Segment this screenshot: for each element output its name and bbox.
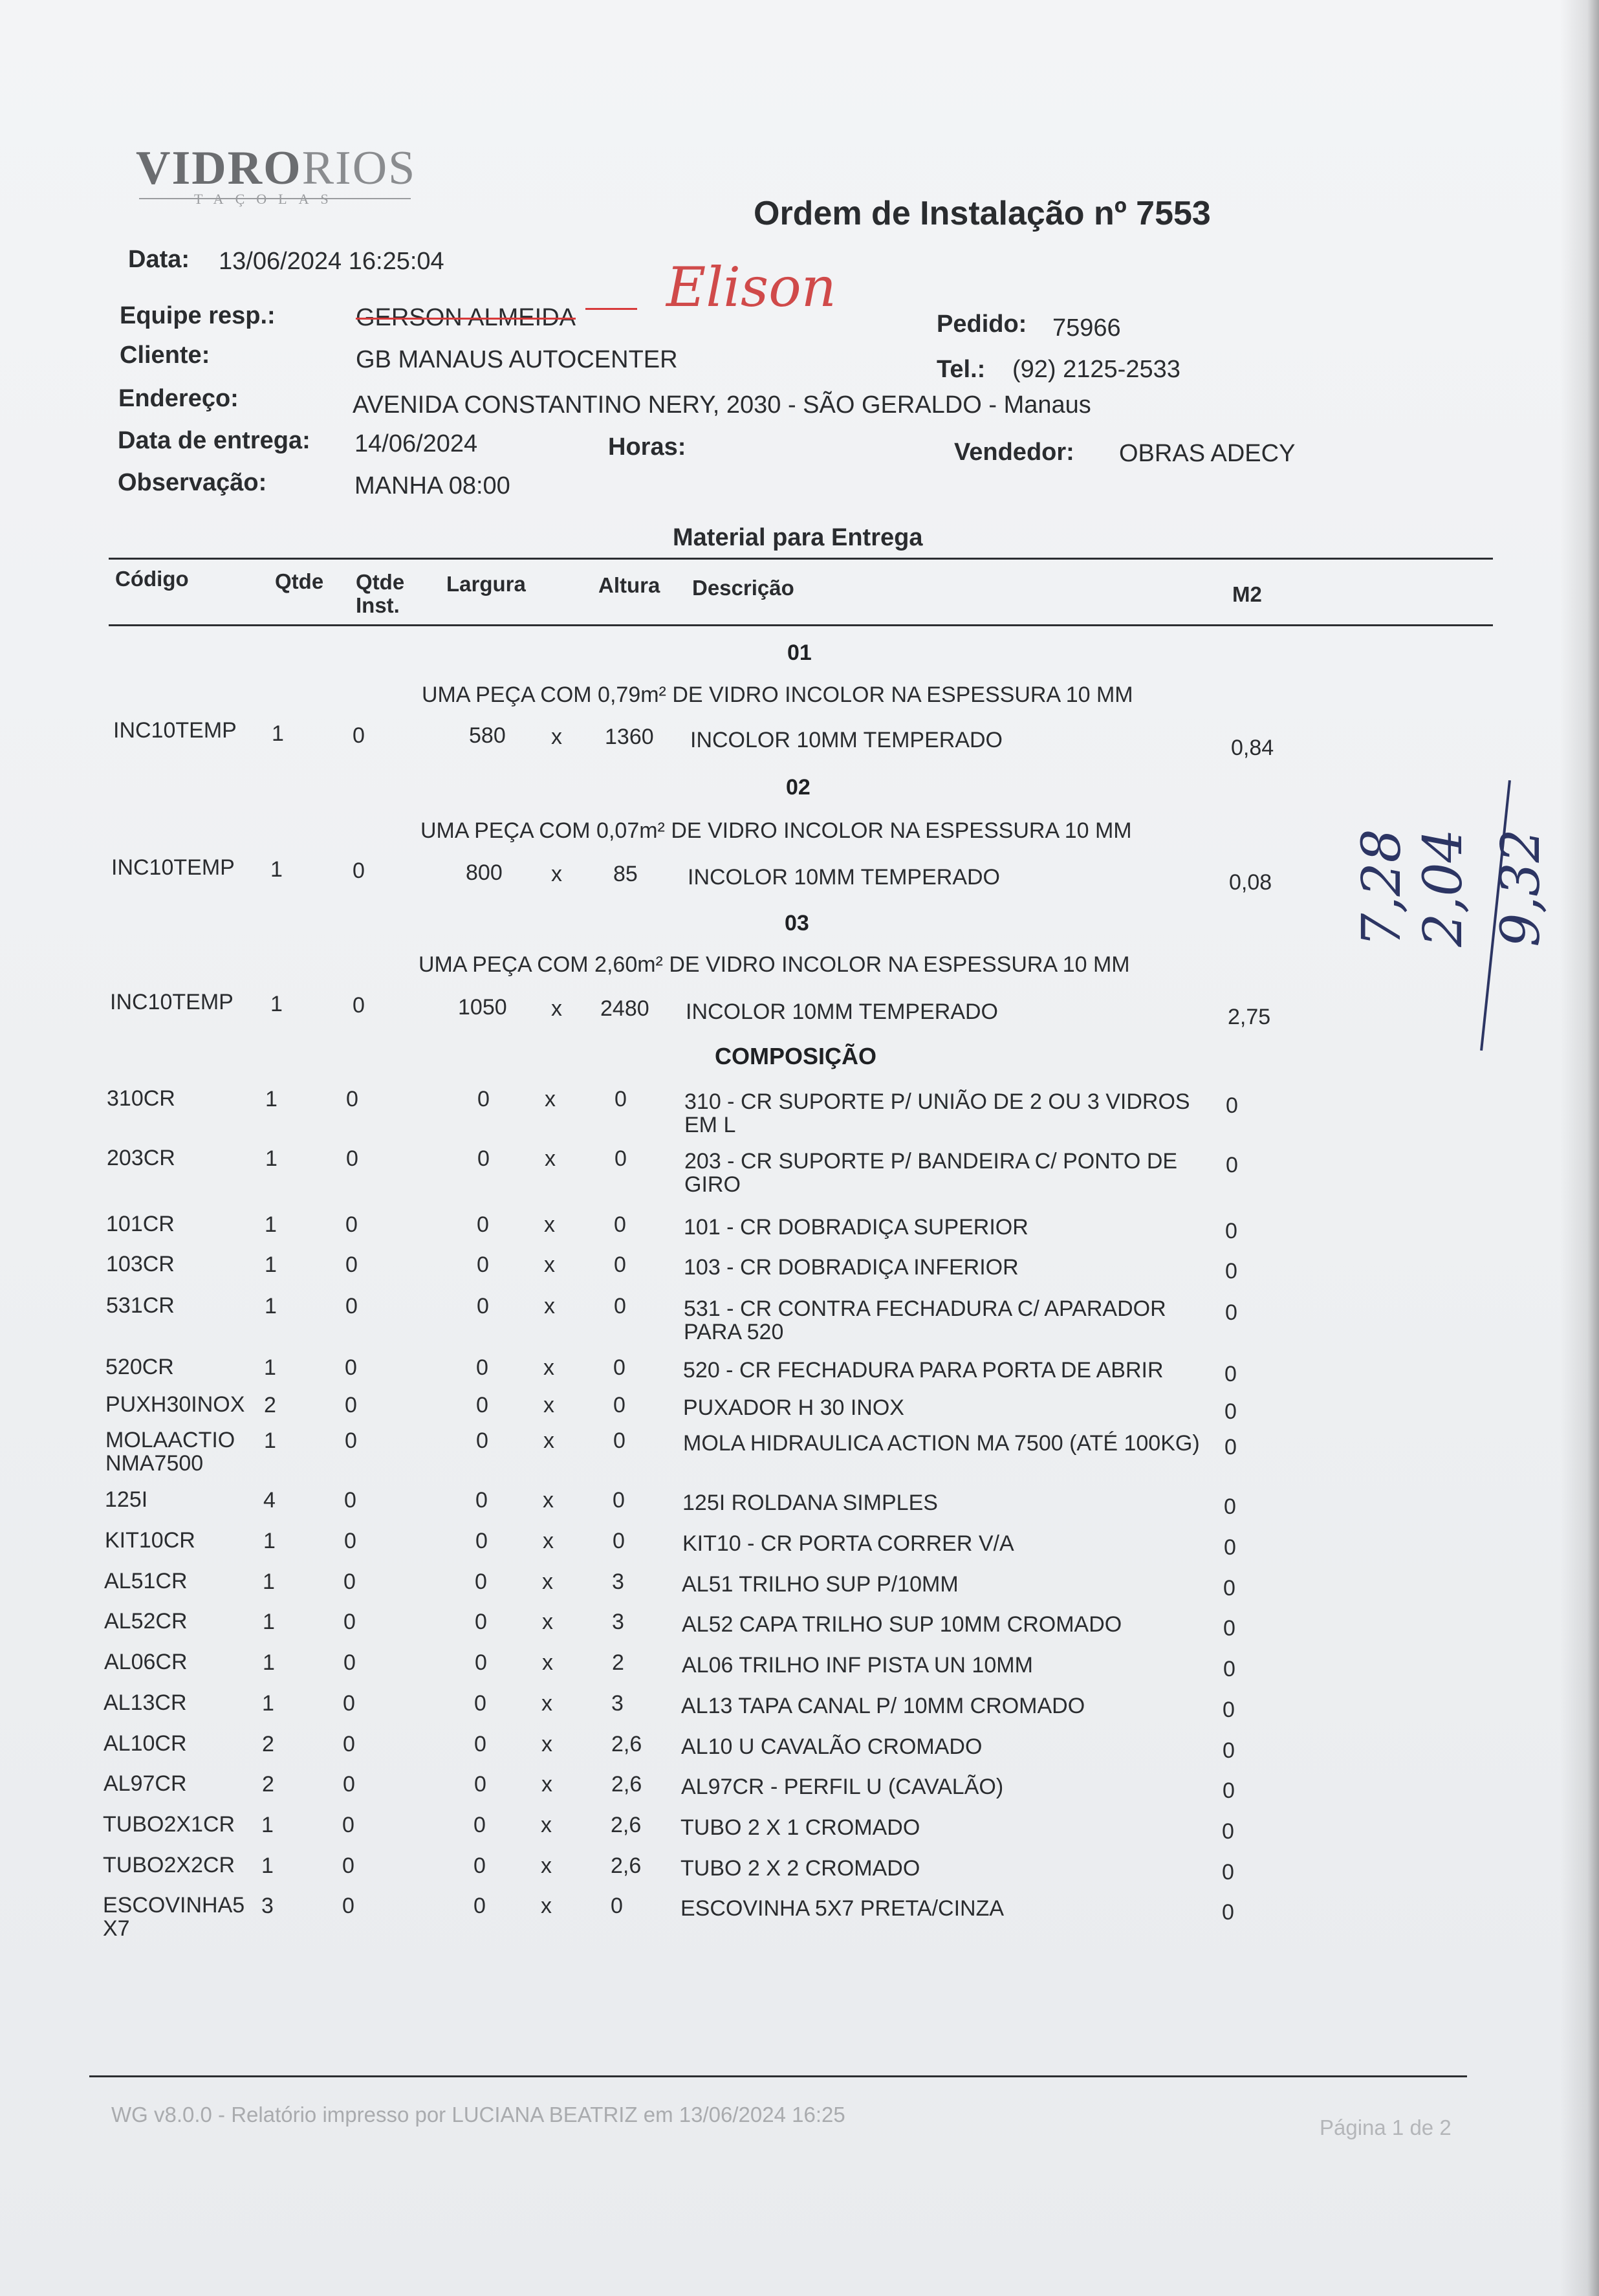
handwritten-value-b: 2,04 [1412,829,1474,947]
row-code: 125I [105,1487,148,1512]
group-description: UMA PEÇA COM 2,60m² DE VIDRO INCOLOR NA ESPESSURA 10 MM [419,952,1130,977]
handwritten-value-a: 7,28 [1351,829,1413,947]
row-width: 0 [473,1853,486,1878]
row-description: KIT10 - CR PORTA CORRER V/A [682,1531,1014,1556]
seller-value: OBRAS ADECY [1119,440,1296,467]
row-width: 0 [474,1772,486,1797]
row-m2: 0 [1225,1300,1237,1325]
row-qty-installed: 0 [344,1488,356,1513]
row-height: 0 [613,1393,625,1417]
col-description: Descrição [692,576,794,600]
row-description: INCOLOR 10MM TEMPERADO [690,728,1003,752]
row-code: 310CR [107,1086,175,1111]
row-qty: 1 [262,1691,274,1716]
row-m2: 0 [1225,1219,1237,1243]
row-times: x [551,725,562,749]
row-times: x [541,1894,552,1918]
handwritten-total: 9,32 [1490,829,1552,947]
row-code: AL06CR [104,1650,188,1674]
phone-value: (92) 2125-2533 [1012,356,1180,383]
delivery-date-label: Data de entrega: [118,427,310,454]
row-height: 0 [615,1087,627,1111]
row-qty: 1 [263,1569,275,1594]
row-width: 800 [466,860,503,885]
row-width: 0 [476,1428,488,1453]
row-m2: 0 [1222,1860,1234,1885]
row-height: 2,6 [611,1813,642,1837]
row-height: 2 [612,1650,624,1675]
row-code: PUXH30INOX [105,1392,245,1417]
row-m2: 0 [1222,1819,1234,1844]
row-times: x [545,1146,556,1171]
row-m2: 0,08 [1229,870,1272,895]
row-height: 2480 [600,996,649,1021]
document-title: Ordem de Instalação nº 7553 [754,195,1211,232]
row-qty: 1 [270,857,283,882]
handwritten-team-name: Elison [666,256,836,319]
row-description: AL97CR - PERFIL U (CAVALÃO) [681,1775,1004,1799]
row-code: AL51CR [104,1569,188,1593]
row-description: AL13 TAPA CANAL P/ 10MM CROMADO [681,1694,1085,1718]
row-width: 0 [475,1529,488,1553]
row-code: 203CR [107,1146,175,1170]
row-code: KIT10CR [105,1528,195,1553]
row-qty-installed: 0 [345,1428,357,1453]
footer-rule [89,2075,1467,2077]
row-qty-installed: 0 [342,1894,354,1918]
row-width: 0 [477,1087,490,1111]
row-qty-installed: 0 [345,1355,357,1380]
row-description: MOLA HIDRAULICA ACTION MA 7500 (ATÉ 100KG) [683,1431,1200,1456]
col-width: Largura [446,572,526,596]
row-description: 203 - CR SUPORTE P/ BANDEIRA C/ PONTO DE GIRO [684,1149,1178,1197]
date-label: Data: [128,246,190,273]
team-label: Equipe resp.: [120,302,276,329]
row-qty-installed: 0 [343,1610,356,1634]
print-info: WG v8.0.0 - Relatório impresso por LUCIANA BEATRIZ em 13/06/2024 16:25 [111,2103,845,2127]
row-height: 2,6 [611,1732,642,1756]
row-m2: 0 [1224,1535,1236,1560]
row-qty: 1 [261,1853,274,1878]
address-value: AVENIDA CONSTANTINO NERY, 2030 - SÃO GERALDO - Manaus [353,391,1091,419]
row-width: 0 [477,1252,489,1277]
row-width: 0 [475,1610,487,1634]
row-width: 0 [476,1393,488,1417]
row-description: 310 - CR SUPORTE P/ UNIÃO DE 2 OU 3 VIDROS EM L [684,1089,1190,1137]
row-qty-installed: 0 [342,1853,354,1878]
group-number: 02 [786,775,810,800]
row-width: 0 [475,1650,487,1675]
col-qty-installed: Qtde Inst. [356,570,405,617]
row-times: x [542,1569,553,1594]
row-code: AL10CR [103,1731,187,1756]
row-qty-installed: 0 [353,858,365,883]
row-times: x [543,1488,554,1513]
row-height: 0 [614,1212,626,1237]
row-height: 3 [611,1691,624,1716]
row-description: 531 - CR CONTRA FECHADURA C/ APARADOR PARA 520 [684,1296,1166,1344]
row-code: TUBO2X2CR [103,1853,235,1877]
row-qty: 1 [261,1813,274,1837]
row-code: MOLAACTIO NMA7500 [105,1428,235,1476]
strike-extension [585,308,637,310]
row-description: 103 - CR DOBRADIÇA INFERIOR [684,1255,1019,1280]
row-times: x [544,1212,555,1237]
composition-title: COMPOSIÇÃO [715,1043,877,1069]
row-height: 2,6 [611,1853,642,1878]
row-times: x [543,1355,554,1380]
row-qty: 2 [262,1732,274,1756]
row-qty-installed: 0 [353,723,365,748]
seller-label: Vendedor: [954,439,1074,466]
row-qty-installed: 0 [346,1087,358,1111]
row-height: 0 [615,1146,627,1171]
row-m2: 0 [1223,1576,1235,1601]
row-times: x [542,1650,553,1675]
row-description: 101 - CR DOBRADIÇA SUPERIOR [684,1215,1028,1240]
row-m2: 0 [1224,1435,1237,1460]
group-number: 01 [787,640,812,665]
row-times: x [541,1691,552,1716]
row-m2: 0 [1224,1399,1237,1424]
row-qty: 1 [263,1529,276,1553]
row-description: PUXADOR H 30 INOX [683,1395,904,1420]
row-qty-installed: 0 [343,1772,355,1797]
row-height: 0 [614,1294,626,1318]
row-times: x [541,1732,552,1756]
row-qty: 2 [264,1393,276,1417]
row-code: INC10TEMP [111,855,235,880]
row-height: 3 [612,1610,624,1634]
row-width: 0 [475,1488,488,1513]
row-qty: 4 [263,1488,276,1513]
row-qty: 1 [265,1294,277,1318]
row-qty-installed: 0 [345,1252,358,1277]
row-m2: 0 [1223,1657,1235,1681]
row-code: AL97CR [103,1771,187,1796]
row-description: 125I ROLDANA SIMPLES [682,1491,938,1515]
observation-value: MANHA 08:00 [354,472,510,499]
row-description: ESCOVINHA 5X7 PRETA/CINZA [680,1896,1005,1921]
row-description: TUBO 2 X 2 CROMADO [680,1856,920,1881]
row-m2: 0 [1224,1362,1237,1386]
row-times: x [551,996,562,1021]
row-m2: 0 [1223,1778,1235,1803]
row-qty-installed: 0 [343,1691,355,1716]
row-description: INCOLOR 10MM TEMPERADO [686,1000,999,1024]
observation-label: Observação: [118,469,267,496]
page-edge-shadow [1560,0,1599,2296]
row-qty: 1 [263,1650,275,1675]
row-code: 103CR [106,1252,175,1276]
section-title: Material para Entrega [673,524,923,551]
row-m2: 0 [1226,1093,1238,1118]
order-label: Pedido: [937,311,1027,338]
row-qty: 2 [262,1772,274,1797]
row-code: INC10TEMP [113,718,237,743]
col-m2: M2 [1232,582,1262,606]
row-m2: 0 [1224,1494,1236,1519]
row-qty-installed: 0 [353,993,365,1018]
row-width: 0 [477,1294,489,1318]
row-width: 0 [473,1813,486,1837]
row-description: TUBO 2 X 1 CROMADO [680,1815,920,1840]
row-height: 1360 [605,725,654,749]
client-label: Cliente: [120,342,210,369]
row-width: 0 [473,1894,486,1918]
row-qty: 1 [270,992,283,1016]
row-qty-installed: 0 [343,1732,355,1756]
row-width: 0 [474,1732,486,1756]
table-header-rule [109,624,1493,626]
row-width: 0 [474,1691,486,1716]
row-code: 101CR [106,1212,175,1236]
row-height: 2,6 [611,1772,642,1797]
row-height: 0 [613,1488,625,1513]
row-m2: 0 [1226,1153,1238,1177]
hours-label: Horas: [608,433,686,461]
row-qty-installed: 0 [345,1212,358,1237]
client-value: GB MANAUS AUTOCENTER [356,346,678,373]
address-label: Endereço: [118,385,239,412]
phone-label: Tel.: [937,356,986,383]
row-code: TUBO2X1CR [103,1812,235,1837]
team-value: GERSON ALMEIDA [356,304,576,331]
delivery-date-value: 14/06/2024 [354,430,478,457]
group-description: UMA PEÇA COM 0,79m² DE VIDRO INCOLOR NA ESPESSURA 10 MM [422,683,1133,707]
company-logo: VIDRORIOS [136,142,417,195]
row-code: AL13CR [103,1690,187,1715]
row-description: AL51 TRILHO SUP P/10MM [682,1572,959,1597]
row-qty: 1 [264,1428,276,1453]
group-description: UMA PEÇA COM 0,07m² DE VIDRO INCOLOR NA ESPESSURA 10 MM [420,818,1132,843]
row-times: x [542,1610,553,1634]
row-width: 0 [477,1212,489,1237]
row-qty-installed: 0 [345,1294,358,1318]
row-description: AL06 TRILHO INF PISTA UN 10MM [682,1653,1033,1678]
row-m2: 2,75 [1228,1005,1271,1029]
row-m2: 0 [1223,1616,1235,1641]
row-m2: 0 [1223,1698,1235,1722]
row-m2: 0 [1225,1259,1237,1284]
row-qty: 3 [261,1894,274,1918]
row-qty: 1 [263,1610,275,1634]
row-times: x [551,862,562,886]
row-description: 520 - CR FECHADURA PARA PORTA DE ABRIR [683,1358,1164,1383]
row-height: 85 [613,862,638,886]
row-description: AL10 U CAVALÃO CROMADO [681,1734,983,1759]
row-code: INC10TEMP [110,990,234,1014]
page-number: Página 1 de 2 [1320,2116,1452,2139]
row-description: AL52 CAPA TRILHO SUP 10MM CROMADO [682,1612,1122,1637]
group-number: 03 [785,911,809,935]
row-qty: 1 [265,1146,277,1171]
row-width: 580 [469,723,506,748]
row-m2: 0 [1223,1738,1235,1763]
col-height: Altura [598,573,660,597]
row-height: 3 [612,1569,624,1594]
row-width: 0 [476,1355,488,1380]
row-width: 1050 [458,995,507,1020]
row-times: x [543,1428,554,1453]
row-times: x [545,1087,556,1111]
row-qty-installed: 0 [342,1813,354,1837]
row-qty-installed: 0 [345,1393,357,1417]
row-height: 0 [611,1894,623,1918]
order-value: 75966 [1052,314,1121,342]
row-height: 0 [613,1529,625,1553]
row-code: AL52CR [104,1609,188,1634]
row-qty: 1 [264,1355,276,1380]
col-qty: Qtde [275,569,324,593]
row-times: x [541,1853,552,1878]
row-times: x [543,1529,554,1553]
row-times: x [544,1294,555,1318]
row-qty: 1 [265,1087,277,1111]
row-qty: 1 [265,1252,277,1277]
row-qty-installed: 0 [344,1529,356,1553]
row-m2: 0,84 [1231,736,1274,760]
row-times: x [541,1813,552,1837]
row-height: 0 [613,1355,625,1380]
row-qty: 1 [265,1212,277,1237]
row-code: ESCOVINHA5 X7 [103,1893,245,1941]
row-qty-installed: 0 [343,1650,356,1675]
handwritten-sum [1349,786,1556,1058]
row-height: 0 [613,1428,625,1453]
col-code: Código [115,567,189,591]
row-qty-installed: 0 [343,1569,356,1594]
row-code: 520CR [105,1355,174,1379]
row-description: INCOLOR 10MM TEMPERADO [688,865,1001,890]
date-value: 13/06/2024 16:25:04 [219,248,444,275]
table-top-rule [109,558,1493,560]
row-code: 531CR [106,1293,175,1318]
row-qty: 1 [272,721,284,746]
row-times: x [543,1393,554,1417]
row-qty-installed: 0 [346,1146,358,1171]
row-height: 0 [614,1252,626,1277]
logo-subtitle: TAÇOLAS [194,191,340,207]
row-times: x [541,1772,552,1797]
row-width: 0 [475,1569,487,1594]
row-times: x [544,1252,555,1277]
row-m2: 0 [1222,1900,1234,1925]
row-width: 0 [477,1146,490,1171]
